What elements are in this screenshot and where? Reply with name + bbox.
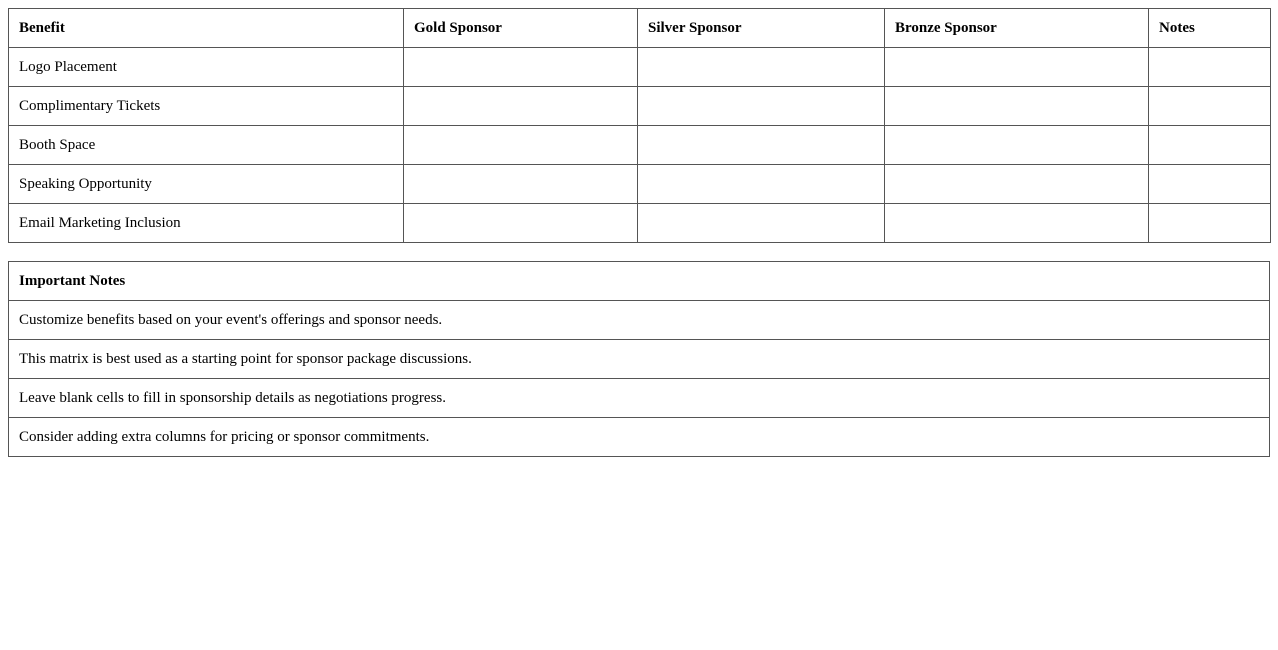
matrix-cell[interactable] [1149, 48, 1271, 87]
table-row [9, 204, 1271, 243]
matrix-cell[interactable] [404, 87, 638, 126]
matrix-cell[interactable] [404, 126, 638, 165]
matrix-cell[interactable] [885, 48, 1149, 87]
matrix-cell[interactable] [1149, 126, 1271, 165]
benefit-cell: Email Marketing Inclusion [9, 204, 404, 243]
matrix-cell[interactable] [638, 126, 885, 165]
table-row [9, 165, 1271, 204]
matrix-cell[interactable] [638, 48, 885, 87]
benefit-cell: Speaking Opportunity [9, 165, 404, 204]
matrix-cell[interactable] [638, 204, 885, 243]
sponsorship-matrix-table [8, 8, 1271, 243]
matrix-cell[interactable] [1149, 204, 1271, 243]
matrix-cell[interactable] [404, 48, 638, 87]
matrix-cell[interactable] [885, 126, 1149, 165]
note-row [9, 379, 1270, 418]
header-bronze: Bronze Sponsor [885, 9, 1149, 48]
notes-header-row [9, 262, 1270, 301]
notes-title: Important Notes [9, 262, 1270, 301]
header-silver: Silver Sponsor [638, 9, 885, 48]
table-row [9, 48, 1271, 87]
benefit-cell: Complimentary Tickets [9, 87, 404, 126]
matrix-cell[interactable] [885, 204, 1149, 243]
header-notes: Notes [1149, 9, 1271, 48]
matrix-cell[interactable] [1149, 87, 1271, 126]
note-item: This matrix is best used as a starting point for sponsor package discussions. [9, 340, 1270, 379]
note-row [9, 340, 1270, 379]
note-item: Customize benefits based on your event's offerings and sponsor needs. [9, 301, 1270, 340]
matrix-cell[interactable] [404, 204, 638, 243]
table-row [9, 126, 1271, 165]
note-row [9, 418, 1270, 457]
table-row [9, 87, 1271, 126]
matrix-cell[interactable] [1149, 165, 1271, 204]
note-item: Leave blank cells to fill in sponsorship details as negotiations progress. [9, 379, 1270, 418]
note-item: Consider adding extra columns for pricing or sponsor commitments. [9, 418, 1270, 457]
important-notes-table [8, 261, 1270, 457]
matrix-cell[interactable] [885, 87, 1149, 126]
matrix-cell[interactable] [885, 165, 1149, 204]
matrix-cell[interactable] [404, 165, 638, 204]
benefit-cell: Booth Space [9, 126, 404, 165]
matrix-cell[interactable] [638, 87, 885, 126]
header-benefit: Benefit [9, 9, 404, 48]
note-row [9, 301, 1270, 340]
header-gold: Gold Sponsor [404, 9, 638, 48]
header-row [9, 9, 1271, 48]
benefit-cell: Logo Placement [9, 48, 404, 87]
matrix-cell[interactable] [638, 165, 885, 204]
